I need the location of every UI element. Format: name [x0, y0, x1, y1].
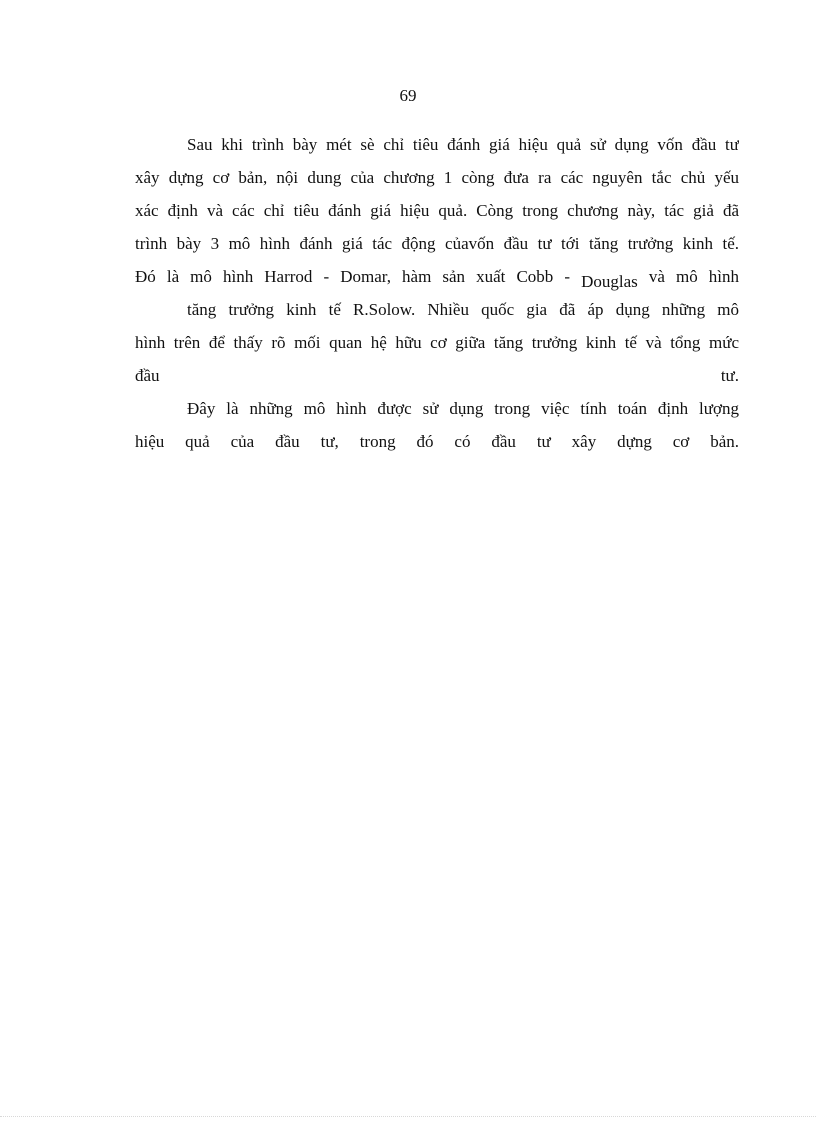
paragraph-1-line-8 — [135, 359, 739, 392]
line-8-left-word: đầu — [135, 366, 160, 385]
paragraph-1-line-1: Sau khi trình bày mét sè chỉ tiêu đánh giá hiệu quả sử dụng vốn đầu tư — [187, 135, 739, 154]
page-bottom-divider — [0, 1116, 816, 1117]
paragraph-1-line-2: xây dựng cơ bản, nội dung của chương 1 còng đưa ra các nguyên tắc chủ yếu — [135, 168, 739, 187]
line-5-text-end: và mô hình — [648, 267, 739, 286]
paragraph-1-line-7: hình trên để thấy rõ mối quan hệ hữu cơ giữa tăng trưởng kinh tế và tổng mức — [135, 333, 739, 352]
paragraph-2-line-1: Đây là những mô hình được sử dụng trong việc tính toán định lượng — [187, 399, 739, 418]
paragraph-1-line-5 — [135, 260, 739, 293]
line-5-text-start: Đó là mô hình Harrod - Domar, hàm sản xuất Cobb - — [135, 267, 571, 286]
douglas-subscript-text: Douglas — [581, 272, 638, 291]
paragraph-1-line-4: trình bày 3 mô hình đánh giá tác động củavốn đầu tư tới tăng trưởng kinh tế. — [135, 234, 739, 253]
body-text — [135, 128, 739, 458]
paragraph-2 — [135, 392, 739, 458]
paragraph-1 — [135, 128, 739, 392]
line-8-right-word: tư. — [720, 366, 739, 385]
page-number: 69 — [399, 86, 417, 105]
paragraph-1-line-6: tăng trưởng kinh tế R.Solow. Nhiều quốc gia đã áp dụng những mô — [187, 300, 739, 319]
paragraph-1-line-3: xác định và các chỉ tiêu đánh giá hiệu quả. Còng trong chương này, tác giả đã — [135, 201, 739, 220]
paragraph-2-line-2: hiệu quả của đầu tư, trong đó có đầu tư xây dựng cơ bản. — [135, 432, 739, 451]
